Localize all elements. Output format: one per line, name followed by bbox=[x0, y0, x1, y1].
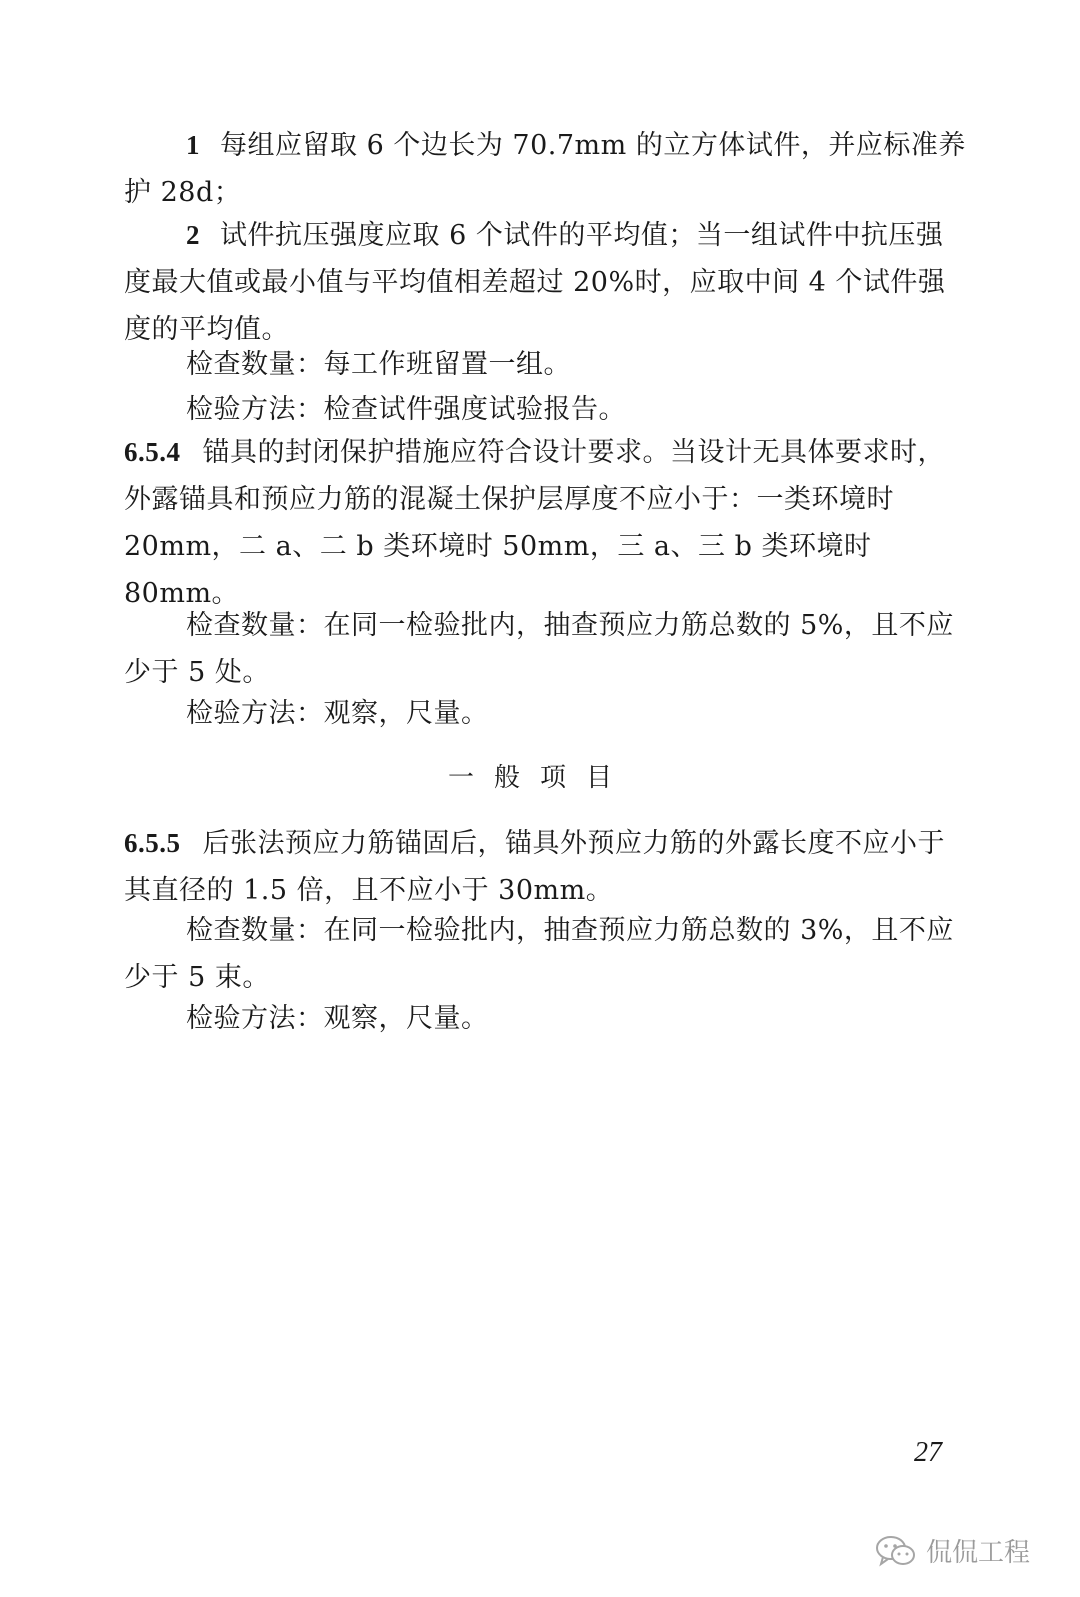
inspection-quantity bbox=[124, 907, 966, 1001]
paragraph-text: 检查数量：在同一检验批内，抽查预应力筋总数的 5%，且不应少于 5 处。 bbox=[124, 610, 954, 688]
inspection-quantity bbox=[124, 602, 966, 696]
paragraph-text: 检查数量：在同一检验批内，抽查预应力筋总数的 3%，且不应少于 5 束。 bbox=[124, 915, 954, 993]
wechat-icon bbox=[874, 1534, 918, 1568]
clause-text: 后张法预应力筋锚固后，锚具外预应力筋的外露长度不应小于其直径的 1.5 倍，且不应小于 30mm。 bbox=[124, 828, 945, 906]
clause-6-5-4 bbox=[124, 429, 966, 617]
item-text: 试件抗压强度应取 6 个试件的平均值；当一组试件中抗压强度最大值或最小值与平均值相差超过 20%时，应取中间 4 个试件强度的平均值。 bbox=[124, 220, 946, 345]
clause-number: 6.5.5 bbox=[124, 828, 181, 858]
clause-text: 锚具的封闭保护措施应符合设计要求。当设计无具体要求时，外露锚具和预应力筋的混凝土保护层厚度不应小于：一类环境时 20mm，二 a、二 b 类环境时 50mm，三 a、三 b 类环境时 80mm。 bbox=[124, 437, 945, 609]
paragraph-text: 检查数量：每工作班留置一组。 bbox=[186, 349, 571, 380]
paragraph-text: 检验方法：检查试件强度试验报告。 bbox=[186, 394, 626, 425]
paragraph-text: 检验方法：观察，尺量。 bbox=[186, 1003, 489, 1034]
item-1 bbox=[124, 122, 966, 216]
section-heading: 一般项目 bbox=[447, 763, 632, 793]
item-number: 1 bbox=[186, 130, 200, 160]
watermark bbox=[874, 1532, 1030, 1569]
item-number: 2 bbox=[186, 220, 200, 250]
clause-number: 6.5.4 bbox=[124, 437, 181, 467]
page-number: 27 bbox=[914, 1437, 942, 1468]
item-text: 每组应留取 6 个边长为 70.7mm 的立方体试件，并应标准养护 28d； bbox=[124, 130, 966, 208]
inspection-quantity bbox=[124, 341, 966, 388]
inspection-method bbox=[124, 690, 966, 737]
inspection-method bbox=[124, 995, 966, 1042]
clause-6-5-5 bbox=[124, 820, 966, 914]
paragraph-text: 检验方法：观察，尺量。 bbox=[186, 698, 489, 729]
watermark-text: 侃侃工程 bbox=[925, 1538, 1030, 1568]
inspection-method bbox=[124, 386, 966, 433]
item-2 bbox=[124, 212, 966, 353]
